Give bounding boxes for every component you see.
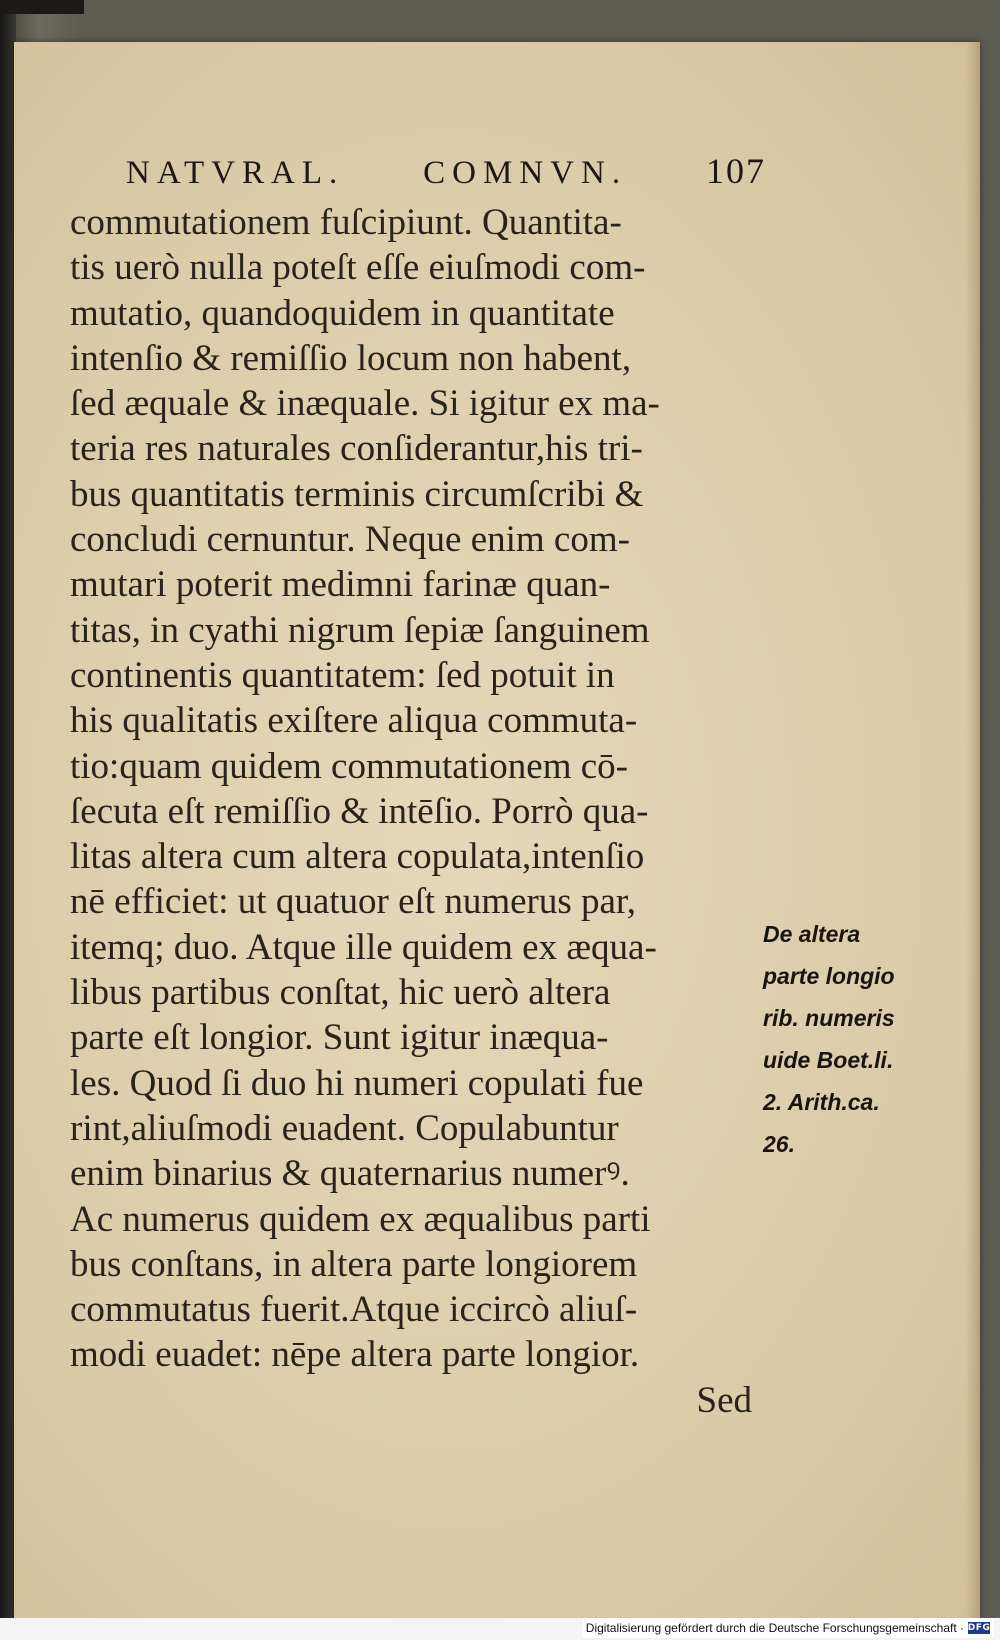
text-line: commutationem fuſcipiunt. Quantita- <box>70 202 622 243</box>
text-line: itemq; duo. Atque ille quidem ex æqua- <box>70 926 657 968</box>
marginal-note-line: uide Boet.li. <box>763 1047 894 1073</box>
text-line: modi euadet: nēpe altera parte longior. <box>70 1334 640 1376</box>
running-head-title-right: COMNVN. <box>423 155 628 191</box>
main-text-block <box>70 200 760 1423</box>
marginal-note-line: De altera <box>763 921 861 947</box>
running-head-title-left: NATVRAL. <box>126 155 345 191</box>
catchword: Sed <box>696 1379 752 1421</box>
page-edge-shadow <box>966 42 980 1618</box>
text-line: commutatus fuerit.Atque iccircò aliuſ- <box>70 1289 638 1331</box>
text-line: les. Quod ſi duo hi numeri copulati fue <box>70 1062 644 1104</box>
text-line: ſecuta eſt remiſſio & intēſio. Porrò qua- <box>70 790 649 832</box>
marginal-note-line: parte longio <box>763 963 895 989</box>
credit-text: Digitalisierung gefördert durch die Deutsche Forschungsgemeinschaft · <box>585 1621 964 1635</box>
text-line: mutatio, quandoquidem in quantitate <box>70 292 615 334</box>
text-line: bus conſtans, in altera parte longiorem <box>70 1243 638 1285</box>
text-line: titas, in cyathi nigrum ſepiæ ſanguinem <box>70 609 650 651</box>
dfg-logo-icon: DFG <box>967 1623 991 1633</box>
text-line: ſed æquale & inæquale. Si igitur ex ma- <box>70 383 660 425</box>
marginal-note-line: rib. numeris <box>763 1005 895 1031</box>
text-line: his qualitatis exiſtere aliqua commuta- <box>70 700 638 742</box>
text-line: intenſio & remiſſio locum non habent, <box>70 337 632 379</box>
text-line: mutari poterit medimni farinæ quan- <box>70 564 611 606</box>
digitization-credit <box>582 1618 994 1638</box>
text-line: rint,aliuſmodi euadent. Copulabuntur <box>70 1107 619 1149</box>
text-line: tis uerò nulla poteſt eſſe eiuſmodi com- <box>70 247 646 289</box>
text-line: continentis quantitatem: ſed potuit in <box>70 654 615 696</box>
scan-corner-strip <box>0 0 84 14</box>
text-line: tio:quam quidem commutationem cō- <box>70 745 628 787</box>
page-number: 107 <box>706 151 766 191</box>
text-line: parte eſt longior. Sunt igitur inæqua- <box>70 1017 609 1059</box>
text-line: litas altera cum altera copulata,intenſio <box>70 836 645 878</box>
text-line: teria res naturales conſiderantur,his tri- <box>70 428 643 470</box>
marginal-note <box>763 913 933 1165</box>
text-line: enim binarius & quaternarius numerꝰ. <box>70 1153 630 1195</box>
marginal-note-line: 2. Arith.ca. <box>763 1089 880 1115</box>
marginal-note-line: 26. <box>763 1131 795 1157</box>
text-line: nē efficiet: ut quatuor eſt numerus par, <box>70 881 637 923</box>
text-line: libus partibus conſtat, hic uerò altera <box>70 972 611 1014</box>
text-line: concludi cernuntur. Neque enim com- <box>70 519 630 561</box>
text-line: Ac numerus quidem ex æqualibus parti <box>70 1198 651 1240</box>
text-line: bus quantitatis terminis circumſcribi & <box>70 473 644 515</box>
running-head <box>126 150 766 196</box>
